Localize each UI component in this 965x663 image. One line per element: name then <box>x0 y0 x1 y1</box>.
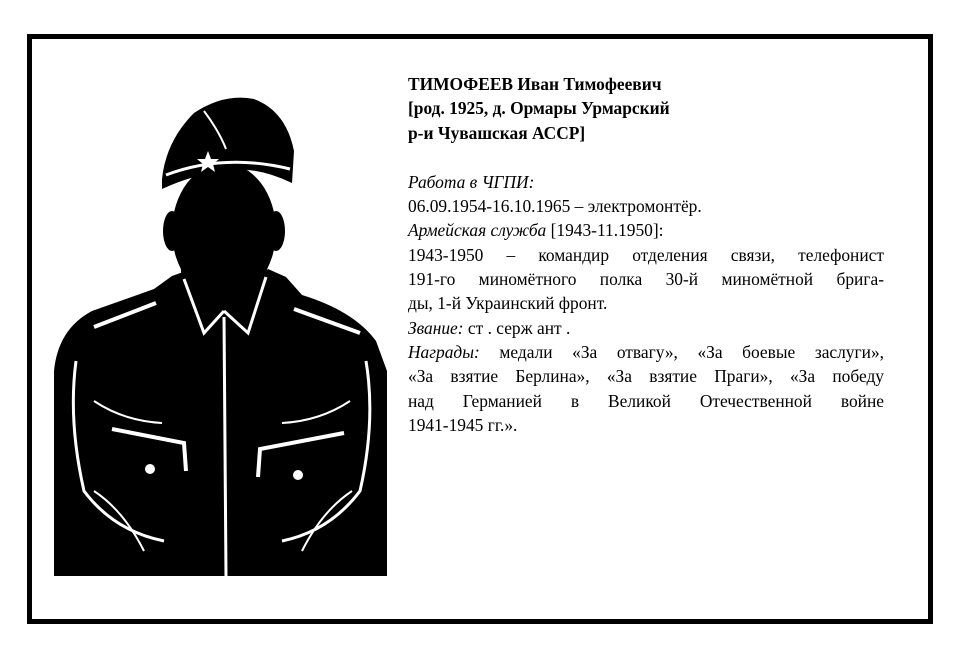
person-header <box>408 72 884 145</box>
army-label-line <box>408 218 884 242</box>
work-label-line <box>408 170 884 194</box>
army-period: [1943-11.1950]: <box>546 220 664 241</box>
soldier-silhouette-image <box>54 71 387 576</box>
rank-label: Звание: <box>408 317 464 338</box>
person-name: ТИМОФЕЕВ Иван Тимофеевич <box>408 74 662 94</box>
army-line-2: 191-го миномётного полка 30-й миномётной брига- <box>408 269 884 290</box>
army-line-1: 1943-1950 – командир отделения связи, телефонист <box>408 244 884 265</box>
birth-line-2: р-и Чувашская АССР] <box>408 122 586 143</box>
awards-line-4: 1941-1945 гг.». <box>408 414 518 435</box>
awards-line-1 <box>408 340 884 364</box>
birth-line-1: [род. 1925, д. Ормары Урмарский <box>408 98 670 119</box>
army-line-3: ды, 1-й Украинский фронт. <box>408 293 608 314</box>
work-label: Работа в ЧГПИ: <box>408 171 535 192</box>
work-period: 06.09.1954-16.10.1965 – электромонтёр. <box>408 196 702 217</box>
awards-line-3: над Германией в Великой Отечественной войне <box>408 390 884 411</box>
biography-text <box>408 72 884 437</box>
rank-line <box>408 316 884 340</box>
awards-label: Награды: <box>408 341 480 362</box>
rank-value: ст . серж ант . <box>463 317 571 338</box>
soldier-silhouette-portrait <box>54 71 387 576</box>
awards-line-1-text: медали «За отвагу», «За боевые заслуги», <box>479 341 884 362</box>
army-label: Армейская служба <box>408 220 547 241</box>
awards-line-2: «За взятие Берлина», «За взятие Праги», «За победу <box>408 366 884 387</box>
